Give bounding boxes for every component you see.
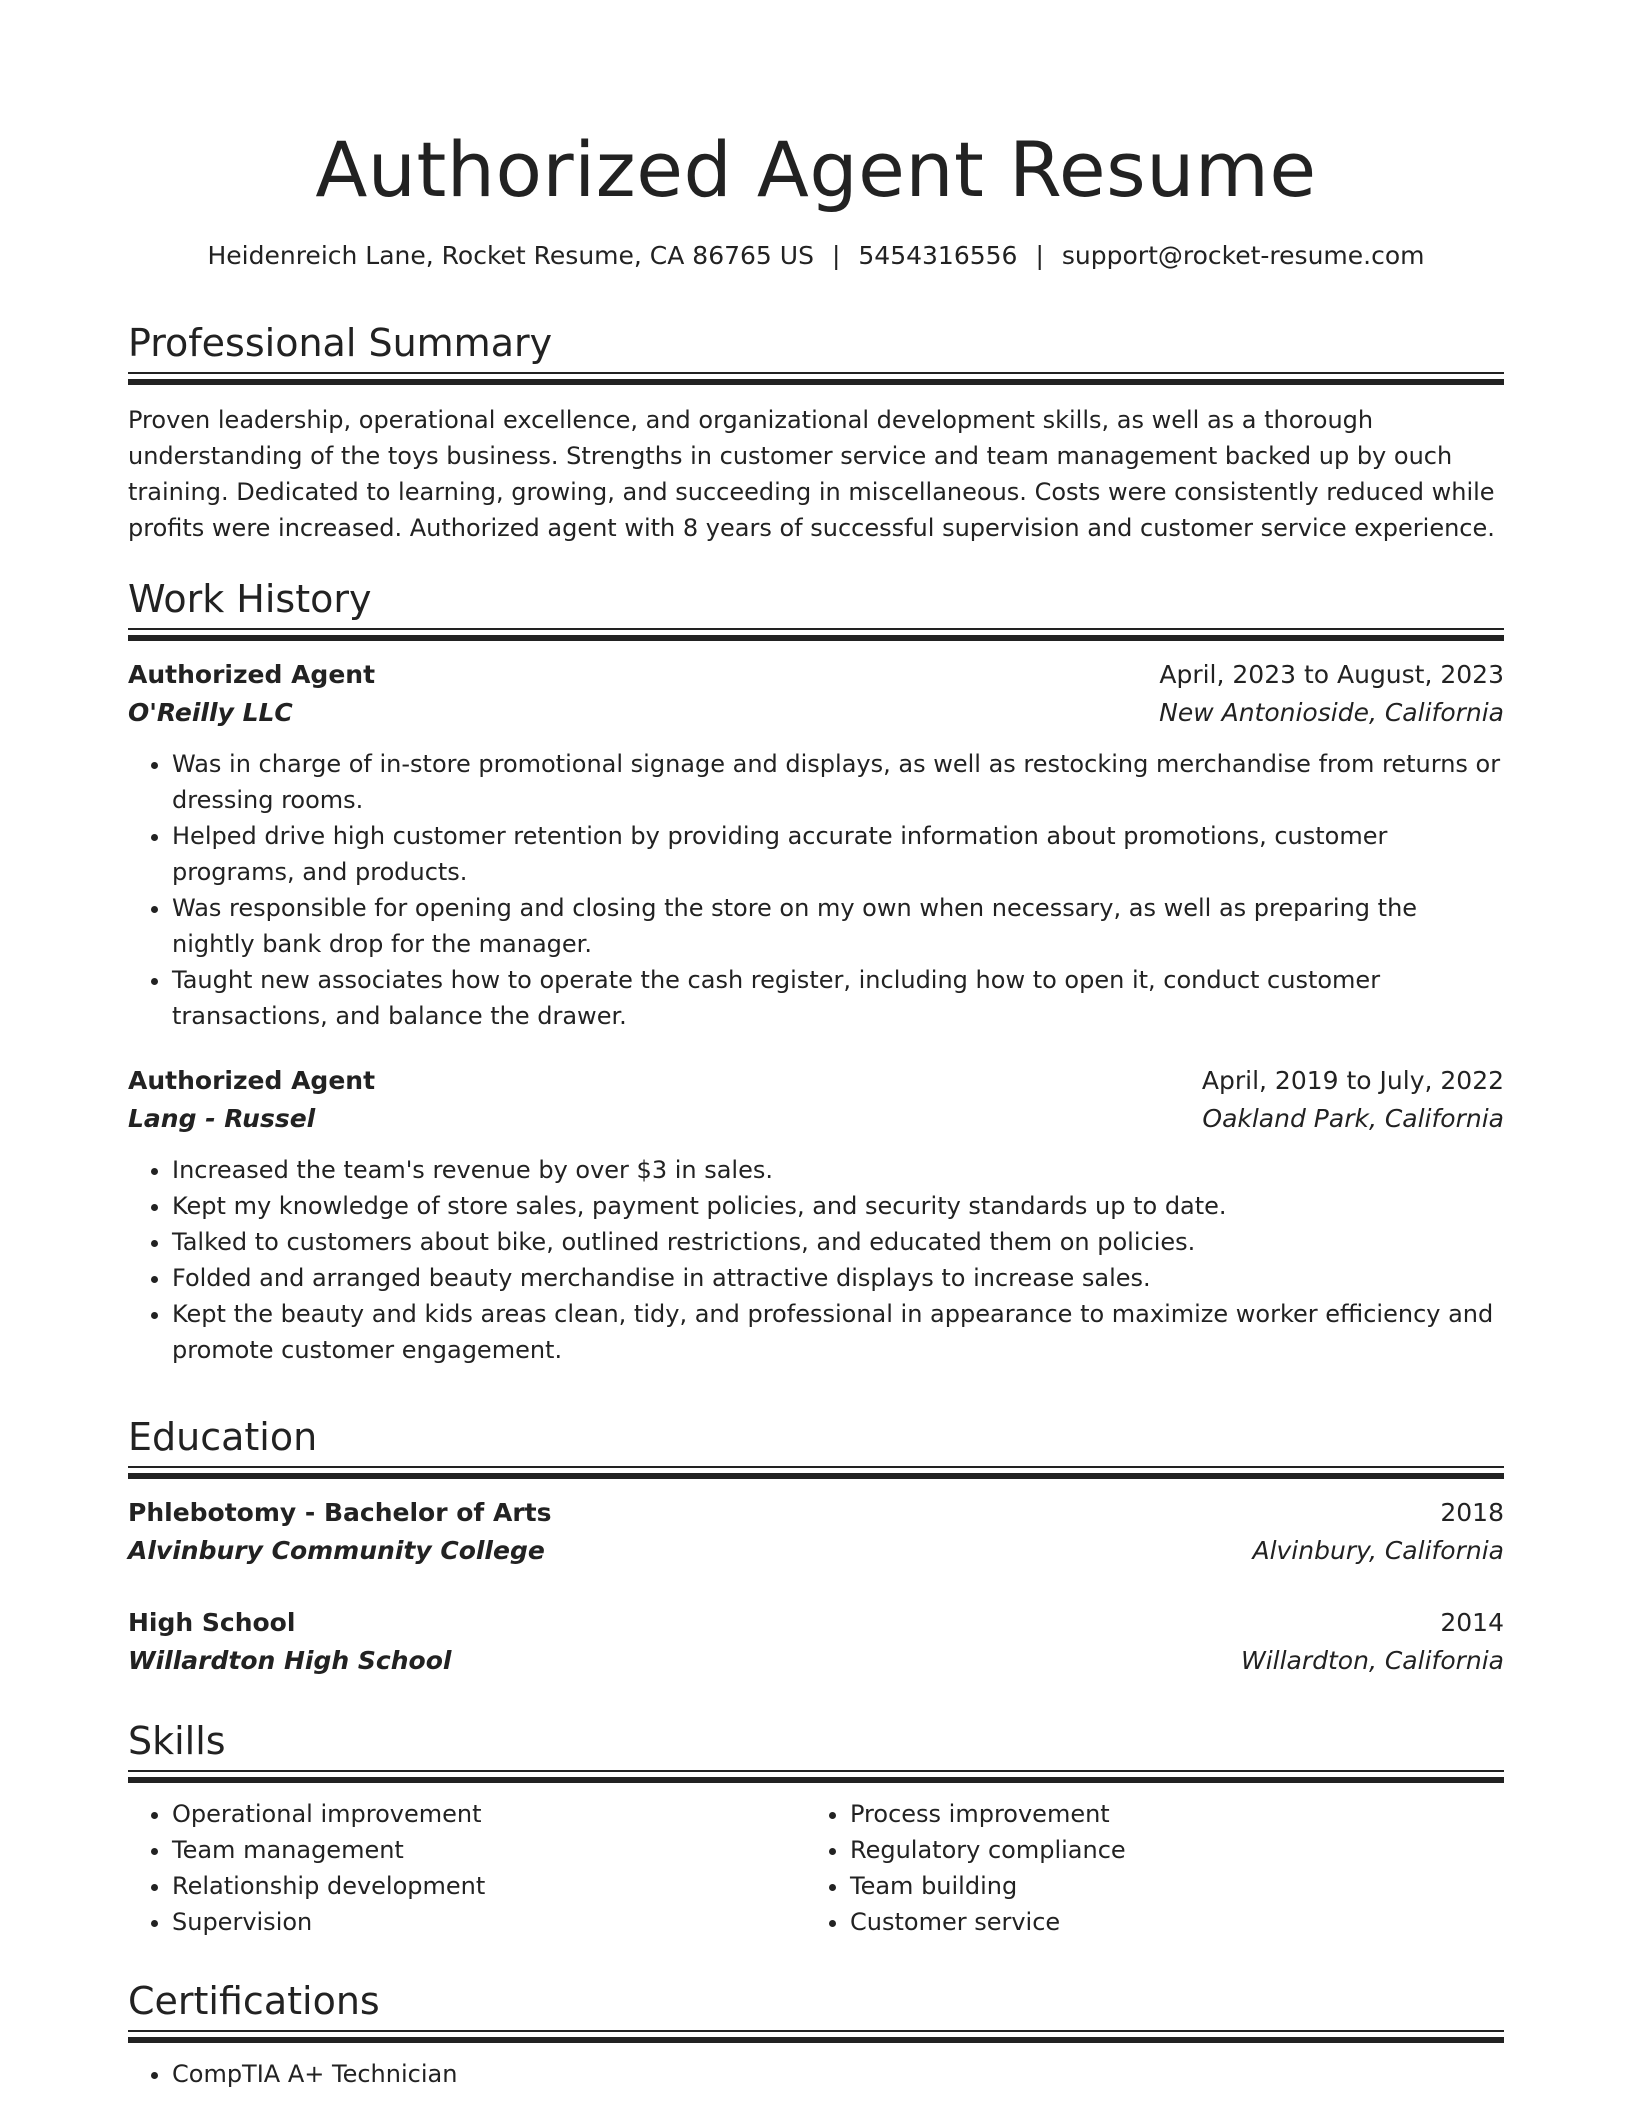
list-item: • Team management bbox=[172, 1832, 806, 1868]
list-item: • Taught new associates how to operate the cash register, including how to open it, conduct customer transactions, and balance the drawer. bbox=[172, 962, 1504, 1034]
job-bullets bbox=[128, 1152, 1504, 1368]
list-item: • Increased the team's revenue by over $3 in sales. bbox=[172, 1152, 1504, 1188]
section-heading: Education bbox=[128, 1415, 318, 1459]
skills-list-left bbox=[128, 1796, 806, 1940]
list-item: • Team building bbox=[850, 1868, 1484, 1904]
list-item: • Supervision bbox=[172, 1904, 806, 1940]
resume-title: Authorized Agent Resume bbox=[315, 125, 1317, 214]
list-item: • Was responsible for opening and closing the store on my own when necessary, as well as preparing the nightly bank drop for the manager. bbox=[172, 890, 1504, 962]
skills-section bbox=[128, 1716, 1504, 1940]
section-divider bbox=[128, 2030, 1504, 2044]
job-company: Lang - Russel bbox=[128, 1104, 316, 1133]
contact-email: support@rocket-resume.com bbox=[1061, 241, 1425, 270]
job-header-row bbox=[128, 1062, 1504, 1100]
job-entry bbox=[128, 656, 1504, 1034]
list-item: • Was in charge of in-store promotional signage and displays, as well as restocking merchandise from returns or dressing rooms. bbox=[172, 746, 1504, 818]
job-location: New Antonioside, California bbox=[1159, 698, 1504, 727]
job-title: Authorized Agent bbox=[128, 1066, 376, 1095]
list-item: • Regulatory compliance bbox=[850, 1832, 1484, 1868]
list-item: • Relationship development bbox=[172, 1868, 806, 1904]
section-heading: Certifications bbox=[128, 1979, 380, 2023]
education-degree: High School bbox=[128, 1608, 296, 1637]
education-entry bbox=[128, 1494, 1504, 1570]
contact-line bbox=[128, 236, 1504, 276]
list-item: • Talked to customers about bike, outlined restrictions, and educated them on policies. bbox=[172, 1224, 1504, 1260]
job-company-row bbox=[128, 1100, 1504, 1138]
list-item: • Operational improvement bbox=[172, 1796, 806, 1832]
education-school-row bbox=[128, 1532, 1504, 1570]
job-entry bbox=[128, 1062, 1504, 1368]
list-item: • Folded and arranged beauty merchandise in attractive displays to increase sales. bbox=[172, 1260, 1504, 1296]
job-header-row bbox=[128, 656, 1504, 694]
list-item: • Kept the beauty and kids areas clean, tidy, and professional in appearance to maximize worker efficiency and promote customer engagement. bbox=[172, 1296, 1504, 1368]
work-history-section bbox=[128, 574, 1504, 1368]
section-divider bbox=[128, 372, 1504, 386]
certifications-list bbox=[128, 2056, 1504, 2092]
job-company: O'Reilly LLC bbox=[128, 698, 293, 727]
skills-column-left bbox=[128, 1796, 806, 1940]
contact-phone: 5454316556 bbox=[858, 241, 1018, 270]
list-item: • Process improvement bbox=[850, 1796, 1484, 1832]
job-location: Oakland Park, California bbox=[1202, 1104, 1504, 1133]
education-location: Willardton, California bbox=[1240, 1646, 1504, 1675]
section-divider bbox=[128, 628, 1504, 642]
list-item: • CompTIA A+ Technician bbox=[172, 2056, 1504, 2092]
list-item: • Customer service bbox=[850, 1904, 1484, 1940]
summary-text: Proven leadership, operational excellence, and organizational development skills, as well as a thorough understanding of the toys business. Strengths in customer service and team management backed up by ouch training. Dedicated to learning, growing, and succeeding in miscellaneous. Costs were consistently reduced while profits were increased. Authorized agent with 8 years of successful supervision and customer service experience. bbox=[128, 406, 1495, 542]
job-dates: April, 2019 to July, 2022 bbox=[1201, 1066, 1504, 1095]
education-year: 2014 bbox=[1440, 1608, 1504, 1637]
section-divider bbox=[128, 1466, 1504, 1480]
job-bullets bbox=[128, 746, 1504, 1034]
education-school: Alvinbury Community College bbox=[128, 1536, 545, 1565]
job-company-row bbox=[128, 694, 1504, 732]
education-entry bbox=[128, 1604, 1504, 1680]
summary-section bbox=[128, 318, 1504, 546]
contact-separator: | bbox=[831, 241, 841, 270]
education-school: Willardton High School bbox=[128, 1646, 452, 1675]
education-year: 2018 bbox=[1440, 1498, 1504, 1527]
education-header-row bbox=[128, 1604, 1504, 1642]
section-heading: Professional Summary bbox=[128, 321, 553, 365]
contact-address: Heidenreich Lane, Rocket Resume, CA 86765 US bbox=[207, 241, 814, 270]
education-school-row bbox=[128, 1642, 1504, 1680]
certifications-section bbox=[128, 1976, 1504, 2092]
list-item: • Kept my knowledge of store sales, payment policies, and security standards up to date. bbox=[172, 1188, 1504, 1224]
list-item: • Helped drive high customer retention by providing accurate information about promotions, customer programs, and products. bbox=[172, 818, 1504, 890]
skills-column-right bbox=[806, 1796, 1484, 1940]
job-title: Authorized Agent bbox=[128, 660, 376, 689]
education-section bbox=[128, 1412, 1504, 1680]
education-degree: Phlebotomy - Bachelor of Arts bbox=[128, 1498, 552, 1527]
contact-separator: | bbox=[1035, 241, 1044, 270]
education-location: Alvinbury, California bbox=[1252, 1536, 1504, 1565]
skills-list-right bbox=[806, 1796, 1484, 1940]
section-divider bbox=[128, 1770, 1504, 1784]
skills-grid bbox=[128, 1796, 1504, 1940]
education-header-row bbox=[128, 1494, 1504, 1532]
section-heading: Work History bbox=[128, 577, 372, 621]
section-heading: Skills bbox=[128, 1719, 226, 1763]
job-dates: April, 2023 to August, 2023 bbox=[1159, 660, 1504, 689]
